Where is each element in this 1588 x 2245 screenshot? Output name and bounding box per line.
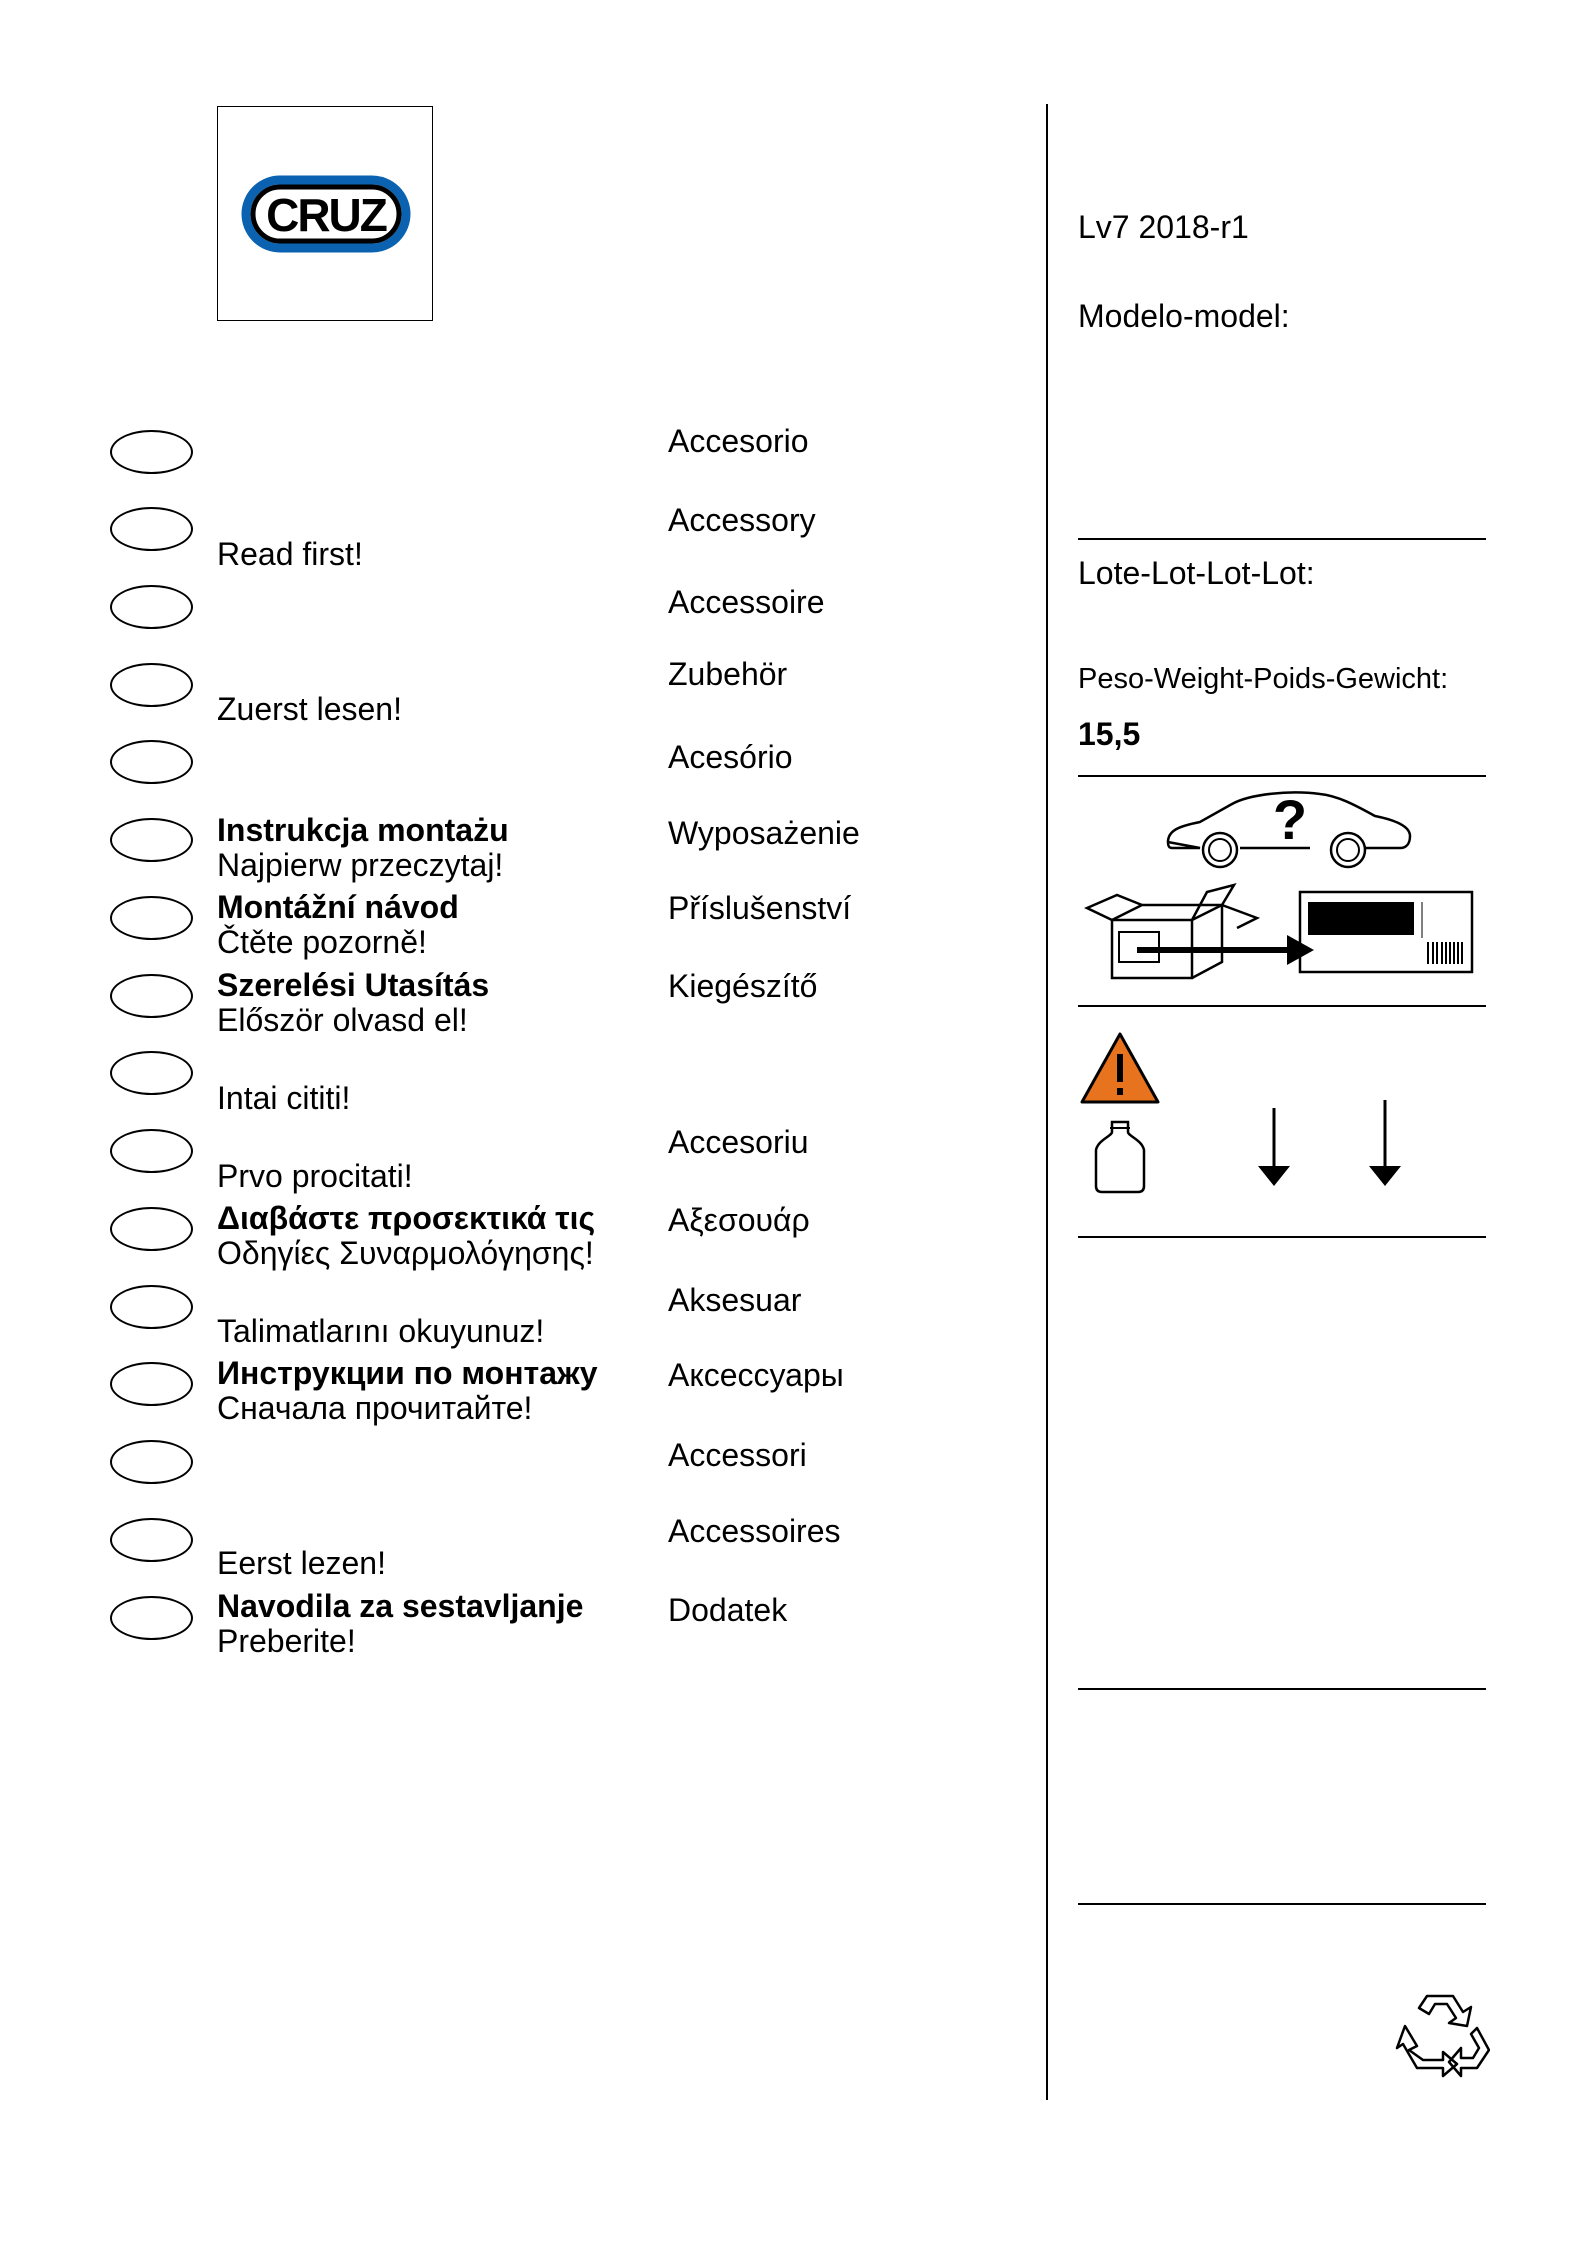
language-oval bbox=[110, 1129, 193, 1173]
cruz-logo bbox=[218, 107, 434, 322]
instruction-text: Intai cititi! bbox=[217, 1080, 351, 1116]
box-to-label-icon bbox=[1082, 880, 1482, 985]
language-oval bbox=[110, 740, 193, 784]
language-oval bbox=[110, 1440, 193, 1484]
version-label: Lv7 2018-r1 bbox=[1078, 209, 1249, 245]
divider bbox=[1078, 1236, 1486, 1238]
divider bbox=[1078, 1903, 1486, 1905]
language-oval bbox=[110, 1207, 193, 1251]
model-label: Modelo-model: bbox=[1078, 298, 1290, 334]
language-oval bbox=[110, 585, 193, 629]
language-oval bbox=[110, 663, 193, 707]
arrow-down-icon bbox=[1252, 1106, 1296, 1188]
accessory-label: Dodatek bbox=[668, 1592, 788, 1628]
accessory-label: Accessori bbox=[668, 1437, 807, 1473]
accessory-label: Аксессуары bbox=[668, 1357, 844, 1393]
instruction-title: Инструкции по монтажу bbox=[217, 1355, 598, 1391]
instruction-text: Preberite! bbox=[217, 1623, 356, 1659]
instruction-tr bbox=[217, 1314, 544, 1349]
instruction-si bbox=[217, 1589, 583, 1659]
instruction-ro bbox=[217, 1081, 350, 1116]
weight-value: 15,5 bbox=[1078, 716, 1141, 752]
instruction-hr bbox=[217, 1159, 413, 1194]
accessory-label: Kiegészítő bbox=[668, 968, 818, 1004]
instruction-title: Navodila za sestavljanje bbox=[217, 1588, 584, 1624]
instruction-text: Čtěte pozorně! bbox=[217, 924, 427, 960]
accessory-label: Wyposażenie bbox=[668, 815, 860, 851]
instruction-text: Сначала прочитайте! bbox=[217, 1390, 533, 1426]
language-oval bbox=[110, 1051, 193, 1095]
instruction-text: Talimatlarını okuyunuz! bbox=[217, 1313, 545, 1349]
instruction-text: Eerst lezen! bbox=[217, 1545, 386, 1581]
instruction-en bbox=[217, 537, 363, 572]
column-divider bbox=[1046, 104, 1048, 2100]
car-question-icon bbox=[1160, 784, 1420, 874]
recycle-icon bbox=[1395, 1990, 1490, 2080]
accessory-label: Accessory bbox=[668, 502, 816, 538]
divider bbox=[1078, 538, 1486, 540]
instruction-pl bbox=[217, 813, 509, 883]
accessory-label: Accessoires bbox=[668, 1513, 841, 1549]
accessory-label: Accesorio bbox=[668, 423, 809, 459]
lot-label: Lote-Lot-Lot-Lot: bbox=[1078, 555, 1315, 591]
language-oval bbox=[110, 430, 193, 474]
accessory-label: Zubehör bbox=[668, 656, 788, 692]
accessory-label: Acesório bbox=[668, 739, 793, 775]
arrow-down-icon bbox=[1363, 1098, 1407, 1188]
weight-label: Peso-Weight-Poids-Gewicht: bbox=[1078, 663, 1449, 695]
divider bbox=[1078, 1005, 1486, 1007]
instruction-text: Najpierw przeczytaj! bbox=[217, 847, 504, 883]
accessory-label: Αξεσουάρ bbox=[668, 1202, 810, 1238]
instruction-text: Οδηγίες Συναρμολόγησης! bbox=[217, 1235, 594, 1271]
instruction-nl bbox=[217, 1546, 386, 1581]
instruction-title: Διαβάστε προσεκτικά τις bbox=[217, 1200, 596, 1236]
language-oval bbox=[110, 507, 193, 551]
instruction-title: Montážní návod bbox=[217, 889, 459, 925]
instruction-title: Szerelési Utasítás bbox=[217, 967, 490, 1003]
logo-box bbox=[217, 106, 433, 321]
instruction-text: Először olvasd el! bbox=[217, 1002, 468, 1038]
divider bbox=[1078, 1688, 1486, 1690]
logo-text: CRUZ bbox=[266, 189, 386, 241]
language-oval bbox=[110, 1518, 193, 1562]
accessory-label: Accessoire bbox=[668, 584, 825, 620]
language-oval bbox=[110, 896, 193, 940]
accessory-label: Příslušenství bbox=[668, 890, 852, 926]
language-oval bbox=[110, 1362, 193, 1406]
instruction-gr bbox=[217, 1201, 595, 1271]
language-oval bbox=[110, 818, 193, 862]
divider bbox=[1078, 775, 1486, 777]
instruction-cz bbox=[217, 890, 459, 960]
accessory-label: Aksesuar bbox=[668, 1282, 802, 1318]
language-oval bbox=[110, 1285, 193, 1329]
weight-icon bbox=[1090, 1118, 1150, 1194]
instruction-de bbox=[217, 692, 402, 727]
instruction-text: Prvo procitati! bbox=[217, 1158, 413, 1194]
instruction-text: Zuerst lesen! bbox=[217, 691, 402, 727]
svg-text:?: ? bbox=[1272, 788, 1308, 851]
language-oval bbox=[110, 1596, 193, 1640]
instruction-title: Instrukcja montażu bbox=[217, 812, 509, 848]
warning-icon bbox=[1078, 1030, 1162, 1106]
instruction-hu bbox=[217, 968, 489, 1038]
accessory-label: Accesoriu bbox=[668, 1124, 809, 1160]
instruction-ru bbox=[217, 1356, 597, 1426]
instruction-text: Read first! bbox=[217, 536, 363, 572]
language-oval bbox=[110, 974, 193, 1018]
